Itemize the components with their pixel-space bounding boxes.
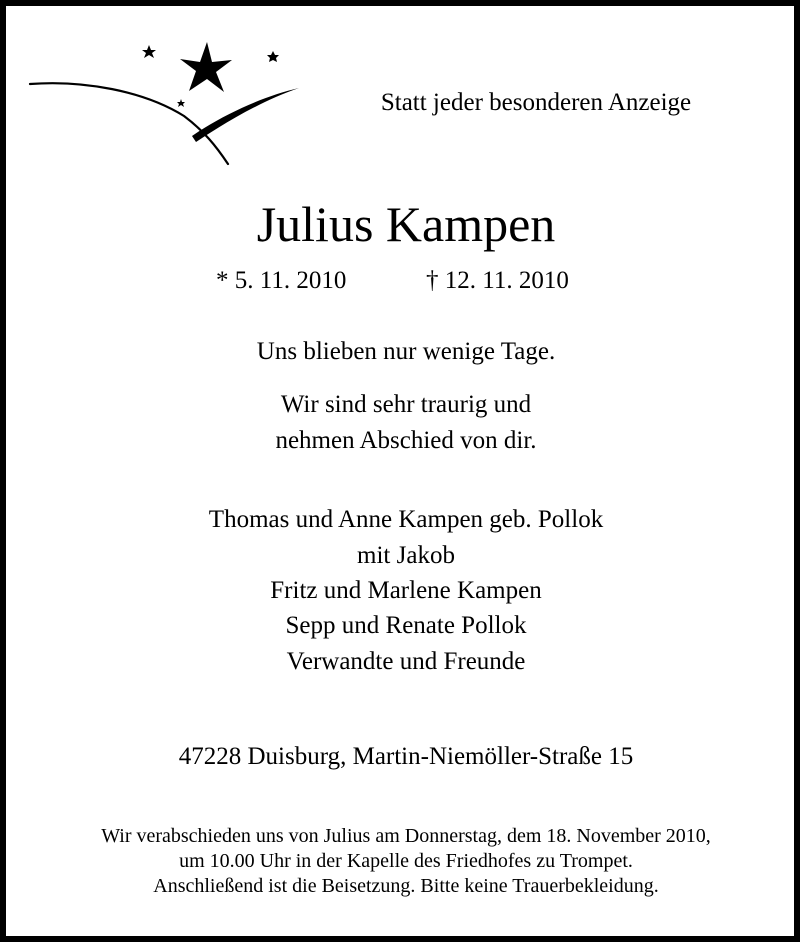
mourner-line: Sepp und Renate Pollok [285,612,527,639]
small-star-icon-left [142,45,156,58]
family-address: 47228 Duisburg, Martin-Niemöller-Straße 15 [178,743,634,770]
funeral-notice-line: um 10.00 Uhr in der Kapelle des Friedhofes zu Trompet. [179,850,633,872]
funeral-notice-line: Wir verabschieden uns von Julius am Donnerstag, dem 18. November 2010, [101,825,711,847]
header-note: Statt jeder besonderen Anzeige [380,89,692,116]
small-star-icon-bottom [177,99,185,107]
funeral-notice-line: Anschließend ist die Beisetzung. Bitte keine Trauerbekleidung. [153,875,659,897]
mourner-line: Verwandte und Freunde [286,648,526,675]
birth-date: * 5. 11. 2010 [216,267,347,294]
mourner-line: Fritz und Marlene Kampen [270,577,542,604]
thick-swoosh [192,88,299,142]
quote-line: Uns blieben nur wenige Tage. [256,338,556,365]
deceased-name: Julius Kampen [256,196,556,252]
thin-arc [30,83,228,164]
death-date: † 12. 11. 2010 [426,267,569,294]
quote-line: Wir sind sehr traurig und [280,391,532,418]
mourner-line: Thomas und Anne Kampen geb. Pollok [208,506,604,533]
stars-over-hill-icon [24,36,314,176]
small-star-icon-right [267,51,279,62]
quote-line: nehmen Abschied von dir. [275,427,537,454]
life-dates [6,265,800,299]
mourner-line: mit Jakob [357,542,455,569]
big-star-icon [180,42,232,92]
